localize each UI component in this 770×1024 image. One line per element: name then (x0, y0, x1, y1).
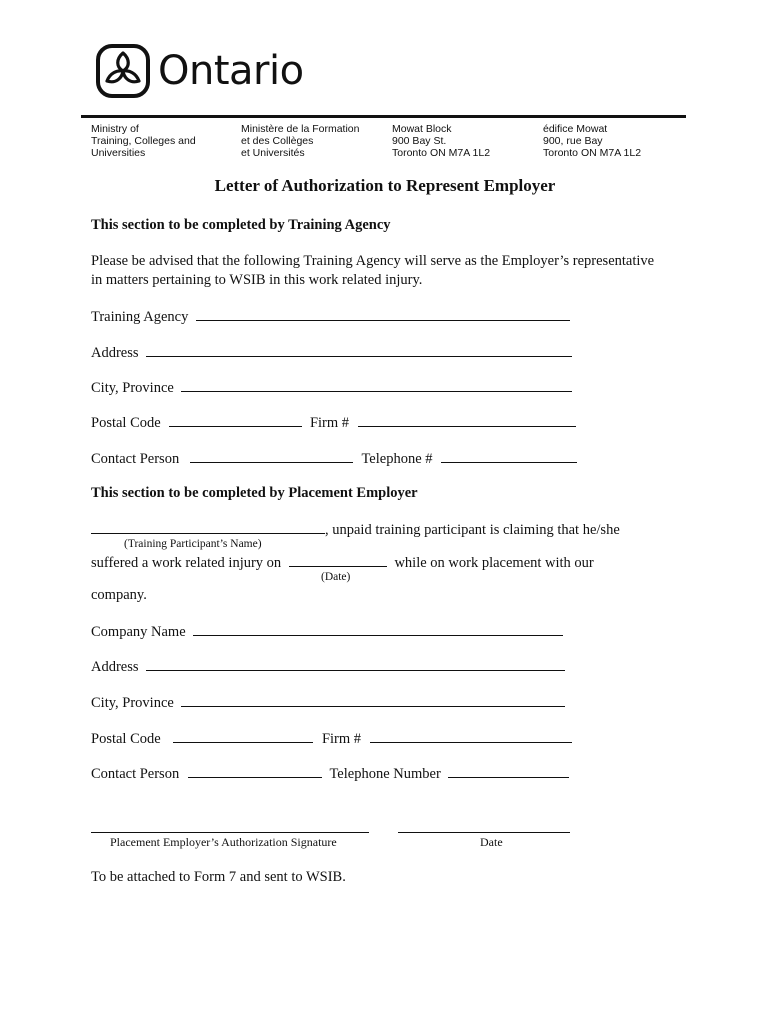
injury-date-field[interactable] (289, 552, 387, 567)
training-agency-label: Training Agency (91, 309, 189, 325)
agency-address-label: Address (91, 345, 139, 361)
signature-date-caption: Date (480, 835, 503, 849)
ministry-french: Ministère de la Formation et des Collèges et Universités (241, 123, 360, 159)
employer-postal-row (91, 728, 572, 749)
ontario-wordmark: Ontario (158, 48, 304, 94)
agency-telephone-field[interactable] (441, 448, 577, 463)
injury-text-b: while on work placement with our (394, 555, 594, 571)
employer-contact-label: Contact Person (91, 766, 180, 782)
document-title: Letter of Authorization to Represent Employer (214, 176, 556, 195)
employer-postal-field[interactable] (173, 728, 313, 743)
section2-heading: This section to be completed by Placement Employer (91, 485, 418, 501)
agency-address-field[interactable] (146, 342, 572, 357)
participant-name-field[interactable] (91, 519, 325, 534)
employer-postal-label: Postal Code (91, 731, 161, 747)
header-rule (81, 115, 686, 118)
trillium-icon (96, 44, 150, 98)
ministry-english: Ministry of Training, Colleges and Universities (91, 123, 196, 159)
agency-firm-label: Firm # (309, 415, 350, 431)
employer-firm-field[interactable] (370, 728, 572, 743)
agency-address-row (91, 342, 572, 363)
employer-address-label: Address (91, 659, 139, 675)
agency-contact-row (91, 448, 577, 469)
employer-contact-field[interactable] (188, 763, 322, 778)
employer-firm-label: Firm # (321, 731, 362, 747)
ontario-logo (96, 44, 304, 98)
company-name-label: Company Name (91, 624, 186, 640)
company-name-field[interactable] (193, 621, 563, 636)
employer-telephone-field[interactable] (448, 763, 569, 778)
participant-name-caption: (Training Participant’s Name) (124, 538, 262, 550)
employer-city-field[interactable] (181, 692, 565, 707)
agency-city-row (91, 377, 572, 398)
agency-firm-field[interactable] (358, 412, 576, 427)
employer-telephone-label: Telephone Number (329, 766, 441, 782)
agency-city-field[interactable] (181, 377, 572, 392)
address-english: Mowat Block 900 Bay St. Toronto ON M7A 1L2 (392, 123, 491, 159)
claim-row (91, 519, 620, 540)
training-agency-field[interactable] (196, 306, 570, 321)
date-caption: (Date) (321, 571, 351, 583)
employer-address-field[interactable] (146, 656, 565, 671)
company-word: company. (91, 587, 147, 603)
agency-telephone-label: Telephone # (361, 451, 433, 467)
employer-city-label: City, Province (91, 695, 174, 711)
training-agency-row (91, 306, 570, 327)
claim-text: , unpaid training participant is claiming that he/she (325, 522, 620, 538)
agency-contact-field[interactable] (190, 448, 353, 463)
agency-postal-field[interactable] (169, 412, 302, 427)
signature-date-field[interactable] (398, 832, 570, 833)
agency-city-label: City, Province (91, 380, 174, 396)
footer-note: To be attached to Form 7 and sent to WSIB. (91, 869, 346, 885)
signature-field[interactable] (91, 832, 369, 833)
employer-contact-row (91, 763, 569, 784)
injury-row (91, 552, 594, 573)
section1-heading: This section to be completed by Training Agency (91, 217, 391, 233)
section1-intro: Please be advised that the following Training Agency will serve as the Employer’s representative in matters pertaining to WSIB in this work related injury. (91, 253, 655, 288)
agency-postal-label: Postal Code (91, 415, 161, 431)
employer-address-row (91, 656, 565, 677)
employer-city-row (91, 692, 565, 713)
signature-caption: Placement Employer’s Authorization Signature (110, 835, 337, 849)
address-french: édifice Mowat 900, rue Bay Toronto ON M7A 1L2 (543, 123, 642, 159)
injury-text-a: suffered a work related injury on (91, 555, 282, 571)
company-name-row (91, 621, 563, 642)
agency-postal-row (91, 412, 576, 433)
agency-contact-label: Contact Person (91, 451, 180, 467)
